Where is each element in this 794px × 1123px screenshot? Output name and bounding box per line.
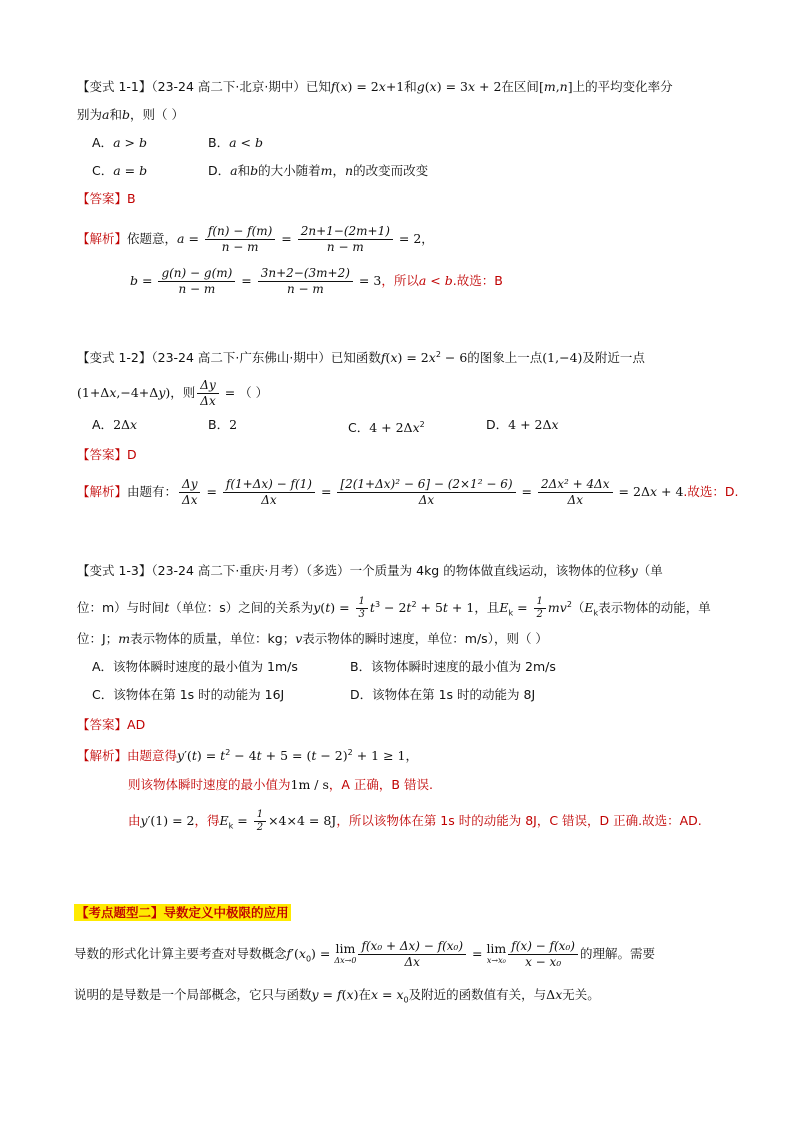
q3-tag: 【变式 1-3】	[77, 563, 152, 578]
q2-stem-line2: (1+Δx,−4+Δy)，则 $\frac{\Delta y}{\Delta x}$ = （ ）	[77, 378, 269, 408]
limit: lim Δx→0	[334, 940, 357, 965]
fraction: $\frac{1}{3}$	[356, 596, 368, 621]
section-para-line2: 说明的是导数是一个局部概念，它只与函数y = f(x)在$x = x_0$及附近的函数值有关，与Δx无关。	[74, 987, 600, 1005]
q1-option-d: D．a和b的大小随着m，n的改变而改变	[208, 163, 429, 178]
q2-tag: 【变式 1-2】	[77, 350, 152, 366]
q2-option-c: C．$4 + 2\Delta x^2$	[348, 420, 425, 436]
q1-stem-line2: 别为a和b，则（ ）	[77, 107, 184, 122]
answer-value: B	[127, 191, 136, 206]
q3-source: （23-24 高二下·重庆·月考）	[151, 563, 306, 578]
fraction: $\frac{\text{2Δx² + 4Δx}}{\Delta x}$	[538, 477, 613, 508]
fraction: $\frac{\text{f(x₀ + Δx) − f(x₀)}}{\Delta x}$	[358, 939, 466, 970]
analysis-label: 【解析】	[77, 484, 128, 499]
limit: lim x→x₀	[486, 940, 507, 965]
q2-answer	[77, 446, 137, 464]
q2-option-a: A．2Δx	[92, 417, 138, 432]
q3-stem-line1: 【变式 1-3】（23-24 高二下·重庆·月考）（多选）一个质量为 4kg 的物体做直线运动，该物体的位移y（单	[77, 563, 663, 578]
answer-value: D	[127, 447, 137, 462]
analysis-label: 【解析】	[77, 231, 128, 246]
q1-option-c: C．a = b	[92, 163, 148, 178]
q1-option-b: B．a < b	[208, 135, 263, 150]
fraction: $\frac{\Delta y}{\Delta x}$	[179, 477, 200, 508]
q2-source: （23-24 高二下·广东佛山·期中）	[151, 350, 331, 366]
q3-option-d: D．该物体在第 1s 时的动能为 8J	[350, 687, 536, 702]
q1-answer	[77, 190, 136, 208]
q3-answer	[77, 716, 145, 734]
q3-analysis-line3: 由y′(1) = 2，得$E_k$ = $\frac{1}{2}$ ×4×4 = 8J，所以该物体在第 1s 时的动能为 8J，C 错误，D 正确.故选：AD.	[128, 809, 702, 833]
fraction: $\frac{3n+2-(3m+2)}{n - m}$	[258, 266, 353, 297]
section-heading: 【考点题型二】导数定义中极限的应用	[76, 905, 289, 920]
q2-stem-line1: 【变式 1-2】（23-24 高二下·广东佛山·期中）已知函数$f(x) = 2x^2 - 6$的图象上一点(1,−4)及附近一点	[77, 350, 645, 366]
q3-stem-line2: 位：m）与时间t（单位：s）之间的关系为y(t) = $\frac{1}{3}$ $t^3 - 2t^2 + 5t + 1$，且$E_k$ = $\frac{1}{2}$ $mv^2(E_k$表示物体的动能，单	[77, 596, 711, 621]
q3-option-a: A．该物体瞬时速度的最小值为 1m/s	[92, 659, 298, 674]
q1-option-a: A．a > b	[92, 135, 147, 150]
q1-analysis-line2: b = $\frac{g(n) - g(m)}{n - m}$ = $\frac{3n+2-(3m+2)}{n - m}$ = 3，所以a < b.故选：B	[130, 266, 503, 296]
q1-tag: 【变式 1-1】	[77, 79, 152, 94]
q1-analysis-line1: 【解析】依题意，a = $\frac{f(n) - f(m)}{n - m}$ = $\frac{2n+1-(2m+1)}{n - m}$ = 2，	[77, 224, 434, 254]
q2-option-d: D．4 + 2Δx	[486, 417, 559, 432]
q3-stem-line3: 位：J；m表示物体的质量，单位：kg；v表示物体的瞬时速度，单位：m/s），则（ ）	[77, 631, 548, 646]
section-para-line1: 导数的形式化计算主要考查对导数概念$f'(x_0)$ = lim Δx→0 $\frac{\text{f(x₀ + Δx) − f(x₀)}}{\Delta x}$ = lim x→x₀ $\frac{\text{f(x) − f(x₀)}}{\text{x − x₀}}$ 的理解。需要	[74, 939, 655, 969]
fraction: $\frac{g(n) - g(m)}{n - m}$	[158, 266, 235, 297]
fraction: $\frac{\text{f(x) − f(x₀)}}{\text{x − x₀}}$	[508, 939, 578, 970]
answer-label: 【答案】	[77, 447, 128, 462]
fraction: $\frac{\text{[2(1+Δx)² − 6] − (2×1² − 6)}}{\Delta x}$	[337, 477, 515, 508]
fraction: $\frac{1}{2}$	[254, 809, 266, 834]
fraction: $\frac{2n+1-(2m+1)}{n - m}$	[298, 224, 393, 255]
q3-option-c: C．该物体在第 1s 时的动能为 16J	[92, 687, 285, 702]
answer-value: AD	[127, 717, 146, 732]
q2-analysis: 【解析】由题有： $\frac{\Delta y}{\Delta x}$ = $\frac{f(1+\Delta x) - f(1)}{\Delta x}$ = $\frac{\text{[2(1+Δx)² − 6] − (2×1² − 6)}}{\Delta x}$ = $\frac{\text{2Δx² + 4Δx}}{\Delta x}$ = 2Δx + 4.故选：D.	[77, 477, 739, 507]
answer-label: 【答案】	[77, 717, 128, 732]
q3-option-b: B．该物体瞬时速度的最小值为 2m/s	[350, 659, 556, 674]
q2-option-b: B．2	[208, 417, 238, 432]
answer-label: 【答案】	[77, 191, 128, 206]
fraction: $\frac{\Delta y}{\Delta x}$	[197, 378, 218, 409]
analysis-label: 【解析】	[77, 748, 128, 764]
q1-source: （23-24 高二下·北京·期中）	[151, 79, 306, 94]
q3-analysis-line1: 【解析】由题意得$y'(t) = t^2 - 4t + 5 = (t - 2)^2 + 1 \ge 1$，	[77, 748, 418, 764]
q1-stem-line1: 【变式 1-1】（23-24 高二下·北京·期中）已知f(x) = 2x+1和g(x) = 3x + 2在区间[m,n]上的平均变化率分	[77, 79, 673, 94]
q3-analysis-line2: 则该物体瞬时速度的最小值为1m / s，A 正确，B 错误.	[128, 777, 433, 792]
fraction: $\frac{1}{2}$	[534, 596, 546, 621]
fraction: $\frac{f(1+\Delta x) - f(1)}{\Delta x}$	[223, 477, 315, 508]
fraction: $\frac{f(n) - f(m)}{n - m}$	[205, 224, 275, 255]
